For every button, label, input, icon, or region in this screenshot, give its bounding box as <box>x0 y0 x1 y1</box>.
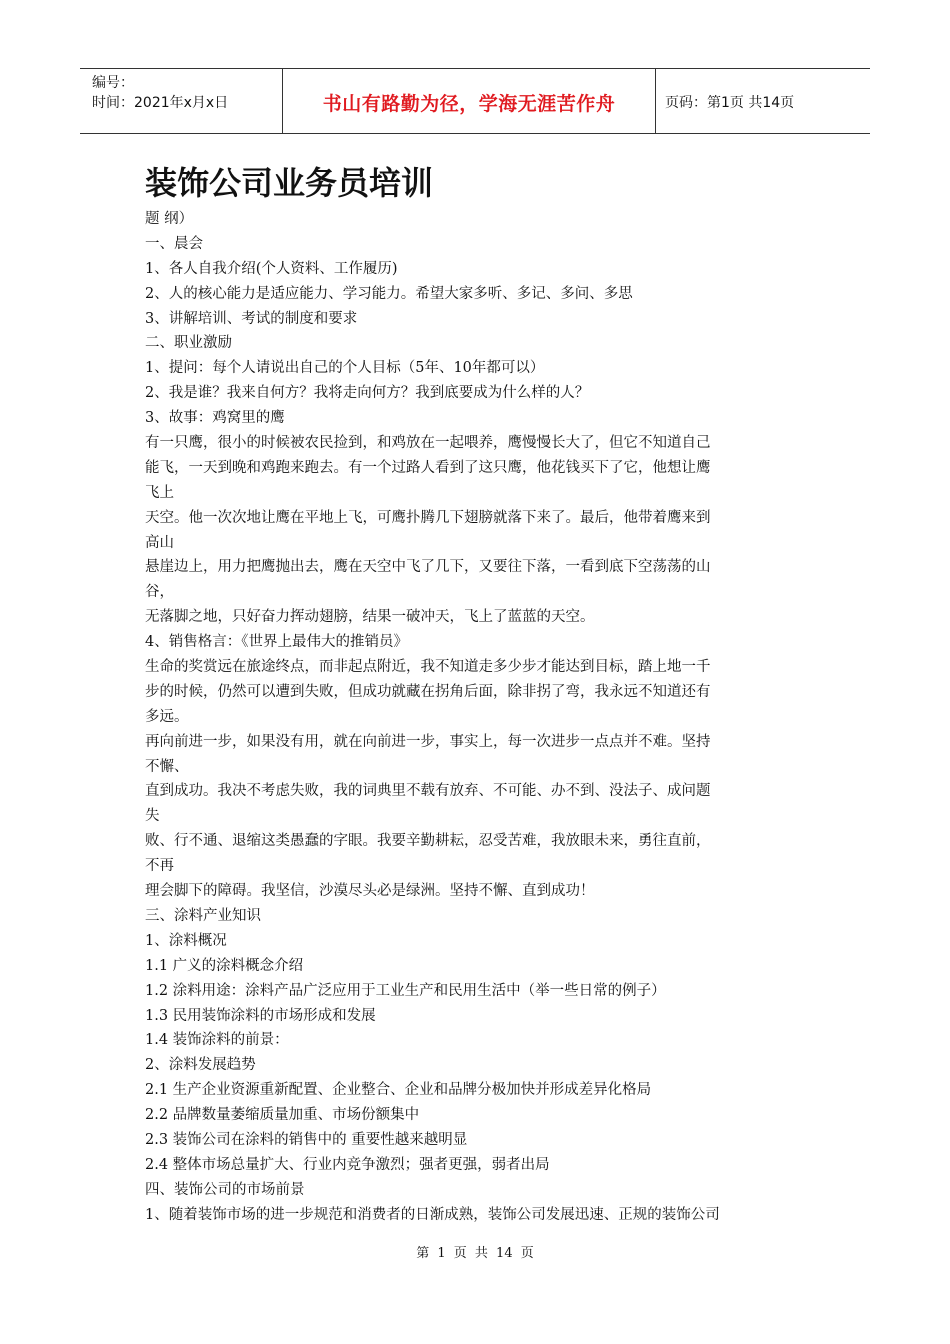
text-line: 2、我是谁？我来自何方？我将走向何方？我到底要成为什么样的人？ <box>145 385 590 402</box>
text-line: 1.4 装饰涂料的前景： <box>145 1032 289 1049</box>
text-line: 三、涂料产业知识 <box>145 907 261 924</box>
text-line: 1.3 民用装饰涂料的市场形成和发展 <box>145 1007 376 1024</box>
page-header <box>80 68 870 134</box>
text-line: 1.2 涂料用途：涂料产品广泛应用于工业生产和民用生活中（举一些日常的例子） <box>145 982 666 999</box>
text-line: 生命的奖赏远在旅途终点，而非起点附近，我不知道走多少步才能达到目标，踏上地一千 <box>145 659 711 676</box>
text-line: 谷， <box>145 584 174 601</box>
text-line: 不懈、 <box>145 758 189 775</box>
text-line: 4、销售格言：《世界上最伟大的推销员》 <box>145 634 408 651</box>
text-line: 1、提问：每个人请说出自己的个人目标（5年、10年都可以） <box>145 360 545 377</box>
text-line: 步的时候，仍然可以遭到失败，但成功就藏在拐角后面，除非拐了弯，我永远不知道还有 <box>145 683 711 700</box>
header-divider <box>655 69 656 134</box>
text-line: 题 纲） <box>145 211 194 227</box>
text-line: 1.1 广义的涂料概念介绍 <box>145 957 304 974</box>
text-line: 1、随着装饰市场的进一步规范和消费者的日渐成熟，装饰公司发展迅速、正规的装饰公司 <box>145 1206 720 1223</box>
document-title: 装饰公司业务员培训 <box>145 164 434 202</box>
text-line: 2.3 装饰公司在涂料的销售中的 重要性越来越明显 <box>145 1131 468 1148</box>
document-date: 时间：2021年x月x日 <box>92 95 229 111</box>
text-line: 能飞，一天到晚和鸡跑来跑去。有一个过路人看到了这只鹰，他花钱买下了它，他想让鹰 <box>145 459 711 476</box>
text-line: 再向前进一步，如果没有用，就在向前进一步，事实上，每一次进步一点点并不难。坚持 <box>145 733 711 750</box>
text-line: 高山 <box>145 534 174 551</box>
text-line: 无落脚之地，只好奋力挥动翅膀，结果一破冲天，飞上了蓝蓝的天空。 <box>145 609 595 626</box>
text-line: 直到成功。我决不考虑失败，我的词典里不载有放弃、不可能、办不到、没法子、成问题 <box>145 783 711 800</box>
text-line: 3、故事：鸡窝里的鹰 <box>145 410 285 427</box>
text-line: 四、装饰公司的市场前景 <box>145 1181 305 1198</box>
text-line: 败、行不通、退缩这类愚蠢的字眼。我要辛勤耕耘，忍受苦难，我放眼未来，勇往直前， <box>145 833 711 850</box>
text-line: 一、晨会 <box>145 235 203 252</box>
text-line: 二、职业激励 <box>145 335 232 352</box>
text-line: 悬崖边上，用力把鹰抛出去，鹰在天空中飞了几下，又要往下落，一看到底下空荡荡的山 <box>145 559 711 576</box>
text-line: 多远。 <box>145 708 189 725</box>
text-line: 1、涂料概况 <box>145 932 227 949</box>
text-line: 2、涂料发展趋势 <box>145 1057 256 1074</box>
text-line: 失 <box>145 808 160 825</box>
text-line: 2.4 整体市场总量扩大、行业内竞争激烈；强者更强，弱者出局 <box>145 1156 550 1173</box>
text-line: 理会脚下的障碍。我坚信，沙漠尽头必是绿洲。坚持不懈、直到成功！ <box>145 883 595 900</box>
text-line: 飞上 <box>145 484 174 501</box>
page-footer: 第 1 页 共 14 页 <box>416 1246 534 1261</box>
header-motto: 书山有路勤为径，学海无涯苦作舟 <box>322 93 616 115</box>
header-meta <box>92 73 282 113</box>
text-line: 2、人的核心能力是适应能力、学习能力。希望大家多听、多记、多问、多思 <box>145 285 633 302</box>
header-page-info: 页码：第1页 共14页 <box>665 95 795 111</box>
text-line: 天空。他一次次地让鹰在平地上飞，可鹰扑腾几下翅膀就落下来了。最后，他带着鹰来到 <box>145 509 711 526</box>
document-body <box>145 207 810 1228</box>
text-line: 2.2 品牌数量萎缩质量加重、市场份额集中 <box>145 1107 420 1124</box>
text-line: 1、各人自我介绍(个人资料、工作履历) <box>145 260 398 277</box>
document-number-label: 编号： <box>92 75 134 91</box>
text-line: 不再 <box>145 858 174 875</box>
text-line: 3、讲解培训、考试的制度和要求 <box>145 310 358 327</box>
text-line: 有一只鹰，很小的时候被农民捡到，和鸡放在一起喂养，鹰慢慢长大了，但它不知道自己 <box>145 435 711 452</box>
text-line: 2.1 生产企业资源重新配置、企业整合、企业和品牌分极加快并形成差异化格局 <box>145 1082 652 1099</box>
